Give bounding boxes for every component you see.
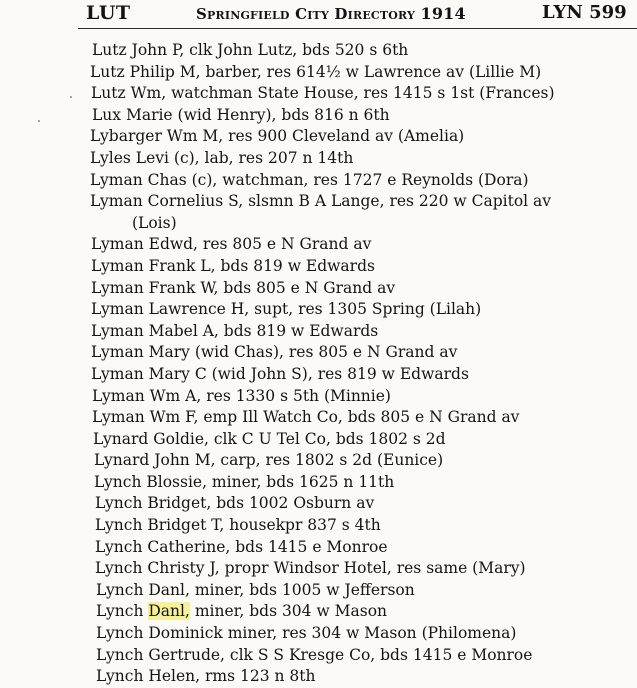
directory-entry (0, 170, 637, 192)
entry-surname: Lynch (96, 602, 144, 621)
directory-entry (0, 666, 637, 688)
entry-surname: Lyles (90, 148, 131, 167)
entry-surname: Lyman (91, 256, 144, 275)
directory-entry (0, 386, 637, 408)
entry-surname: Lynch (95, 537, 143, 556)
entry-details: miner, bds 304 w Mason (189, 602, 388, 621)
entry-details: Wm A, res 1330 s 5th (Minnie) (144, 386, 391, 405)
entry-surname: Lynard (93, 429, 149, 448)
directory-entry (0, 537, 637, 559)
directory-entry (0, 493, 637, 515)
entry-details: Mary C (wid John S), res 819 w Edwards (143, 364, 469, 383)
entry-details: Bridget T, housekpr 837 s 4th (142, 516, 381, 535)
entry-details: Catherine, bds 1415 e Monroe (142, 537, 388, 556)
entry-surname: Lutz (90, 62, 125, 81)
entry-surname: Lutz (91, 84, 126, 103)
entry-details: John P, clk John Lutz, bds 520 s 6th (126, 41, 409, 59)
directory-entry (0, 601, 637, 623)
entry-surname: Lyman (90, 170, 143, 189)
entry-details: Philip M, barber, res 614½ w Lawrence av (Lillie M) (124, 62, 542, 81)
entry-details: Wm, watchman State House, res 1415 s 1st (Frances) (125, 84, 555, 103)
directory-entry (0, 407, 637, 429)
entry-details: Christy J, propr Windsor Hotel, res same (Mary) (142, 559, 526, 578)
directory-entries (0, 40, 637, 688)
entry-surname: Lyman (91, 343, 144, 362)
entry-details: Wm F, emp Ill Watch Co, bds 805 e N Grand av (144, 408, 520, 427)
directory-entry (0, 450, 637, 472)
entry-details: Blossie, miner, bds 1625 n 11th (141, 472, 395, 491)
entry-details: Chas (c), watchman, res 1727 e Reynolds (Dora) (142, 170, 529, 189)
directory-entry (0, 40, 637, 62)
entry-details: Danl, miner, bds 1005 w Jefferson (143, 580, 415, 599)
directory-entry (0, 429, 637, 451)
header-left-guide-word: LUT (86, 2, 131, 24)
entry-details: Wm M, res 900 Cleveland av (Amelia) (161, 127, 465, 146)
entry-surname: Lux (92, 105, 122, 124)
entry-details: Levi (c), lab, res 207 n 14th (130, 148, 354, 167)
entry-surname: Lynch (94, 472, 142, 491)
entry-surname: Lynch (96, 624, 144, 643)
directory-entry (0, 126, 637, 148)
entry-surname: Lyman (91, 278, 144, 297)
header-rule (78, 28, 637, 29)
entry-surname: Lynch (95, 559, 143, 578)
entry-details: Cornelius S, slsmn B A Lange, res 220 w Capitol av (142, 192, 552, 211)
entry-surname: Lyman (91, 235, 144, 254)
entry-details: Lawrence H, supt, res 1305 Spring (Lilah) (143, 300, 482, 319)
entry-surname: Lynch (95, 516, 143, 535)
directory-entry (0, 256, 637, 278)
directory-entry (0, 558, 637, 580)
directory-entry (0, 191, 637, 213)
entry-surname: Lynch (95, 494, 143, 513)
header-right-guide-and-page: LYN 599 (542, 2, 627, 23)
entry-details: Frank W, bds 805 e N Grand av (143, 278, 396, 297)
directory-entry (0, 623, 637, 645)
entry-surname: Lyman (91, 321, 144, 340)
entry-surname: Lyman (92, 408, 145, 427)
entry-details: Goldie, clk C U Tel Co, bds 1802 s 2d (148, 429, 446, 448)
entry-details: (Lois) (132, 213, 177, 232)
directory-entry (0, 234, 637, 256)
directory-entry (0, 62, 637, 84)
entry-surname: Lyman (91, 364, 144, 383)
entry-details: Mabel A, bds 819 w Edwards (143, 321, 379, 340)
entry-surname: Lyman (91, 300, 144, 319)
directory-entry (0, 472, 637, 494)
directory-entry (0, 213, 637, 235)
entry-surname: Lyman (92, 386, 145, 405)
directory-entry (0, 321, 637, 343)
entry-surname: Lutz (92, 41, 127, 59)
header-year: 1914 (420, 4, 466, 23)
entry-details: Marie (wid Henry), bds 816 n 6th (121, 105, 390, 124)
directory-entry (0, 364, 637, 386)
entry-details: Helen, rms 123 n 8th (143, 667, 316, 686)
entry-details: John M, carp, res 1802 s 2d (Eunice) (149, 451, 444, 470)
entry-surname: Lynch (96, 645, 144, 664)
entry-details: Edwd, res 805 e N Grand av (143, 235, 372, 254)
directory-entry (0, 278, 637, 300)
directory-entry (0, 148, 637, 170)
entry-details: Gertrude, clk S S Kresge Co, bds 1415 e Monroe (143, 645, 533, 664)
entry-details: Mary (wid Chas), res 805 e N Grand av (143, 343, 458, 362)
directory-entry (0, 83, 637, 105)
entry-details: Frank L, bds 819 w Edwards (143, 256, 375, 275)
entry-details: Dominick miner, res 304 w Mason (Philomena) (143, 624, 517, 643)
entry-surname: Lybarger (90, 127, 162, 146)
entry-surname: Lynard (94, 451, 150, 470)
entry-surname: Lynch (96, 580, 144, 599)
directory-entry (0, 515, 637, 537)
directory-entry (0, 105, 637, 127)
entry-surname: Lyman (90, 192, 143, 211)
page-header (0, 0, 637, 30)
directory-entry (0, 580, 637, 602)
header-directory-title (196, 4, 466, 23)
directory-entry (0, 299, 637, 321)
entry-details: Bridget, bds 1002 Osburn av (142, 494, 375, 513)
highlighted-name: Danl, (148, 602, 190, 621)
directory-entry (0, 342, 637, 364)
entry-surname: Lynch (96, 667, 144, 686)
header-title-text: Springfield City Directory (196, 5, 416, 23)
